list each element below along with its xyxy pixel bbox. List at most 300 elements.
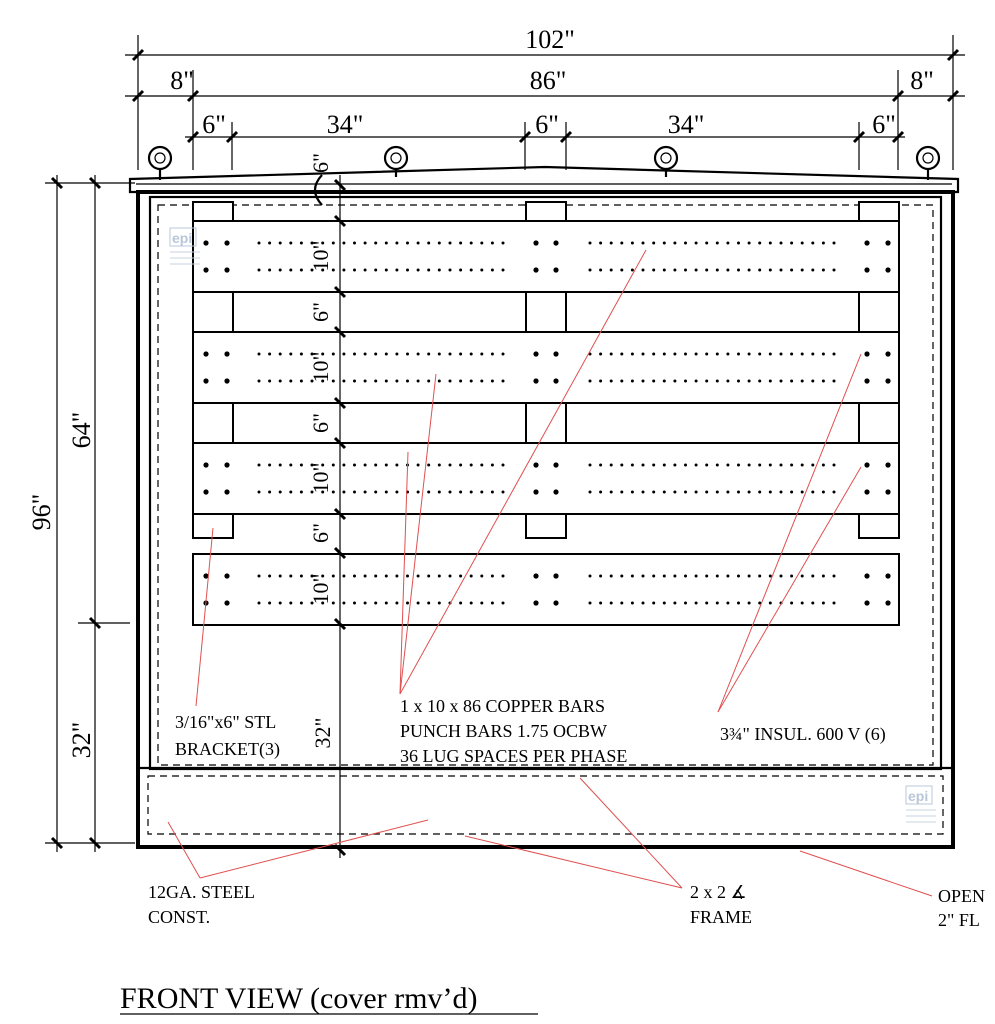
lug-hole (224, 267, 229, 272)
punch-hole (790, 464, 793, 467)
punch-hole (502, 269, 505, 272)
punch-hole (353, 269, 356, 272)
punch-hole (395, 575, 398, 578)
copper-bar-body (193, 443, 899, 514)
punch-hole (663, 575, 666, 578)
punch-hole (716, 464, 719, 467)
punch-hole (459, 380, 462, 383)
punch-hole (470, 242, 473, 245)
dim-bar-height: 10" (308, 240, 333, 272)
punch-hole (364, 464, 367, 467)
punch-hole (470, 269, 473, 272)
punch-hole (620, 242, 623, 245)
lug-hole (553, 351, 558, 356)
punch-hole (258, 269, 261, 272)
lug-hole (224, 600, 229, 605)
punch-hole (811, 242, 814, 245)
punch-hole (801, 491, 804, 494)
punch-hole (353, 380, 356, 383)
punch-hole (758, 464, 761, 467)
punch-hole (385, 575, 388, 578)
punch-hole (673, 380, 676, 383)
dim-right-offset: 8" (910, 66, 934, 95)
dim-bar-height: 10" (308, 351, 333, 383)
punch-hole (642, 575, 645, 578)
punch-hole (289, 353, 292, 356)
punch-hole (652, 353, 655, 356)
punch-hole (427, 353, 430, 356)
punch-hole (342, 242, 345, 245)
punch-hole (417, 575, 420, 578)
punch-hole (417, 242, 420, 245)
punch-hole (705, 269, 708, 272)
lug-hole (864, 600, 869, 605)
lug-hole (553, 240, 558, 245)
punch-hole (780, 380, 783, 383)
punch-hole (268, 242, 271, 245)
punch-hole (642, 353, 645, 356)
punch-hole (811, 380, 814, 383)
punch-hole (673, 602, 676, 605)
punch-hole (589, 575, 592, 578)
punch-hole (801, 242, 804, 245)
copper-bar-body (193, 554, 899, 625)
punch-hole (663, 602, 666, 605)
punch-hole (652, 380, 655, 383)
punch-hole (470, 602, 473, 605)
punch-hole (449, 353, 452, 356)
copper-bar-body (193, 221, 899, 292)
punch-hole (364, 491, 367, 494)
punch-hole (438, 464, 441, 467)
punch-hole (811, 491, 814, 494)
punch-hole (480, 380, 483, 383)
punch-hole (374, 380, 377, 383)
copper-bar (193, 554, 899, 625)
punch-hole (353, 242, 356, 245)
punch-hole (833, 464, 836, 467)
punch-hole (769, 380, 772, 383)
punch-hole (268, 353, 271, 356)
punch-hole (790, 491, 793, 494)
punch-hole (822, 491, 825, 494)
lug-hole (533, 240, 538, 245)
punch-hole (769, 575, 772, 578)
dim-span-right: 34" (667, 110, 705, 139)
punch-hole (279, 242, 282, 245)
punch-hole (353, 575, 356, 578)
punch-hole (695, 269, 698, 272)
punch-hole (480, 242, 483, 245)
punch-hole (268, 464, 271, 467)
punch-hole (652, 575, 655, 578)
punch-hole (364, 242, 367, 245)
lifting-eye-icon (917, 147, 939, 180)
dim-bar-gap: 6" (308, 413, 333, 433)
punch-hole (417, 464, 420, 467)
lug-hole (224, 378, 229, 383)
punch-hole (642, 464, 645, 467)
punch-hole (737, 353, 740, 356)
punch-hole (780, 491, 783, 494)
punch-hole (364, 380, 367, 383)
punch-hole (289, 491, 292, 494)
punch-hole (748, 242, 751, 245)
punch-hole (491, 269, 494, 272)
lug-hole (533, 267, 538, 272)
punch-hole (758, 242, 761, 245)
punch-hole (502, 464, 505, 467)
punch-hole (833, 380, 836, 383)
punch-hole (589, 491, 592, 494)
dim-bar-gap: 6" (308, 523, 333, 543)
punch-hole (801, 575, 804, 578)
drawing-title: FRONT VIEW (cover rmv’d) (120, 982, 478, 1015)
punch-hole (342, 602, 345, 605)
punch-hole (748, 491, 751, 494)
punch-hole (480, 575, 483, 578)
punch-hole (268, 602, 271, 605)
note-bracket: BRACKET(3) (175, 739, 280, 759)
note-frame: FRAME (690, 907, 753, 927)
dim-left-offset: 8" (170, 66, 194, 95)
dim-top-gap: 6" (308, 153, 333, 173)
punch-hole (801, 380, 804, 383)
punch-hole (833, 242, 836, 245)
punch-hole (705, 353, 708, 356)
note-steel-construction: 12GA. STEEL (148, 882, 255, 902)
punch-hole (748, 602, 751, 605)
punch-hole (395, 353, 398, 356)
punch-hole (726, 575, 729, 578)
punch-hole (385, 242, 388, 245)
punch-hole (663, 380, 666, 383)
lug-hole (885, 378, 890, 383)
punch-hole (406, 380, 409, 383)
lug-hole (553, 489, 558, 494)
punch-hole (342, 380, 345, 383)
lug-hole (885, 462, 890, 467)
punch-hole (459, 269, 462, 272)
lug-hole (885, 489, 890, 494)
epi-logo-bottom (906, 786, 936, 822)
punch-hole (695, 575, 698, 578)
punch-hole (780, 242, 783, 245)
punch-hole (491, 575, 494, 578)
punch-hole (684, 353, 687, 356)
punch-hole (811, 269, 814, 272)
punch-hole (385, 353, 388, 356)
punch-hole (502, 491, 505, 494)
punch-hole (459, 602, 462, 605)
punch-hole (502, 380, 505, 383)
punch-hole (459, 464, 462, 467)
punch-hole (726, 602, 729, 605)
punch-hole (705, 575, 708, 578)
punch-hole (705, 602, 708, 605)
top-dimensions (125, 25, 965, 170)
punch-hole (385, 269, 388, 272)
punch-hole (395, 491, 398, 494)
copper-bar-body (193, 332, 899, 403)
punch-hole (417, 269, 420, 272)
punch-hole (599, 602, 602, 605)
punch-hole (406, 269, 409, 272)
punch-hole (459, 242, 462, 245)
punch-hole (631, 602, 634, 605)
punch-hole (780, 464, 783, 467)
punch-hole (631, 269, 634, 272)
punch-hole (652, 602, 655, 605)
punch-hole (385, 602, 388, 605)
punch-hole (716, 575, 719, 578)
punch-hole (705, 380, 708, 383)
punch-hole (620, 380, 623, 383)
punch-hole (758, 353, 761, 356)
punch-hole (737, 464, 740, 467)
punch-hole (684, 491, 687, 494)
note-copper-bars: 36 LUG SPACES PER PHASE (400, 746, 628, 766)
punch-hole (599, 491, 602, 494)
punch-hole (491, 242, 494, 245)
punch-hole (279, 602, 282, 605)
punch-hole (406, 242, 409, 245)
punch-hole (673, 464, 676, 467)
punch-hole (417, 380, 420, 383)
punch-hole (631, 491, 634, 494)
punch-hole (758, 269, 761, 272)
punch-hole (470, 464, 473, 467)
punch-hole (780, 575, 783, 578)
punch-hole (374, 269, 377, 272)
punch-hole (417, 353, 420, 356)
punch-hole (769, 491, 772, 494)
punch-hole (610, 491, 613, 494)
punch-hole (342, 269, 345, 272)
punch-hole (427, 491, 430, 494)
punch-hole (822, 464, 825, 467)
punch-hole (353, 602, 356, 605)
dim-upper-height: 64" (67, 411, 96, 449)
punch-hole (652, 491, 655, 494)
punch-hole (833, 602, 836, 605)
punch-hole (684, 464, 687, 467)
punch-hole (673, 242, 676, 245)
punch-hole (438, 575, 441, 578)
punch-hole (395, 269, 398, 272)
punch-hole (631, 380, 634, 383)
punch-hole (491, 353, 494, 356)
annotations (148, 696, 985, 930)
punch-hole (459, 353, 462, 356)
punch-hole (459, 491, 462, 494)
lug-hole (224, 462, 229, 467)
punch-hole (769, 242, 772, 245)
punch-hole (811, 602, 814, 605)
lug-hole (533, 600, 538, 605)
lug-hole (864, 267, 869, 272)
punch-hole (705, 242, 708, 245)
punch-hole (342, 353, 345, 356)
punch-hole (364, 575, 367, 578)
punch-hole (491, 464, 494, 467)
lifting-eye-icon (149, 147, 171, 180)
punch-hole (663, 269, 666, 272)
punch-hole (406, 575, 409, 578)
dim-bar-height: 10" (308, 462, 333, 494)
punch-hole (279, 491, 282, 494)
note-bracket: 3/16"x6" STL (175, 712, 277, 732)
punch-hole (758, 491, 761, 494)
punch-hole (599, 242, 602, 245)
punch-hole (502, 602, 505, 605)
punch-hole (342, 575, 345, 578)
punch-hole (438, 602, 441, 605)
punch-hole (258, 242, 261, 245)
lug-hole (885, 573, 890, 578)
punch-hole (289, 269, 292, 272)
punch-hole (480, 353, 483, 356)
punch-hole (620, 353, 623, 356)
punch-hole (652, 242, 655, 245)
punch-hole (449, 242, 452, 245)
lug-hole (885, 600, 890, 605)
punch-hole (279, 575, 282, 578)
punch-hole (695, 242, 698, 245)
punch-hole (790, 602, 793, 605)
punch-hole (289, 380, 292, 383)
punch-hole (769, 269, 772, 272)
punch-hole (801, 353, 804, 356)
punch-hole (417, 602, 420, 605)
punch-hole (811, 353, 814, 356)
copper-bar (193, 332, 899, 403)
lug-hole (533, 351, 538, 356)
dim-bracket-center: 6" (535, 110, 559, 139)
lug-hole (203, 267, 208, 272)
dim-lower-height: 32" (67, 721, 96, 759)
punch-hole (279, 269, 282, 272)
punch-hole (684, 269, 687, 272)
punch-hole (716, 353, 719, 356)
punch-hole (642, 491, 645, 494)
punch-hole (748, 464, 751, 467)
punch-hole (449, 380, 452, 383)
punch-hole (395, 602, 398, 605)
punch-hole (716, 602, 719, 605)
note-steel-construction: CONST. (148, 907, 211, 927)
punch-hole (737, 575, 740, 578)
punch-hole (716, 269, 719, 272)
punch-hole (279, 380, 282, 383)
punch-hole (673, 269, 676, 272)
punch-hole (258, 464, 261, 467)
punch-hole (289, 602, 292, 605)
punch-hole (620, 575, 623, 578)
dim-inner-width: 86" (529, 66, 567, 95)
punch-hole (353, 464, 356, 467)
punch-hole (258, 353, 261, 356)
punch-hole (726, 353, 729, 356)
punch-hole (289, 575, 292, 578)
punch-hole (395, 380, 398, 383)
punch-hole (438, 491, 441, 494)
punch-hole (438, 269, 441, 272)
punch-hole (599, 380, 602, 383)
punch-hole (780, 353, 783, 356)
punch-hole (801, 269, 804, 272)
punch-hole (502, 575, 505, 578)
punch-hole (385, 464, 388, 467)
punch-hole (480, 464, 483, 467)
punch-hole (395, 242, 398, 245)
punch-hole (599, 575, 602, 578)
punch-hole (599, 269, 602, 272)
punch-hole (427, 269, 430, 272)
punch-hole (364, 602, 367, 605)
lug-hole (533, 378, 538, 383)
punch-hole (449, 464, 452, 467)
punch-hole (374, 491, 377, 494)
punch-hole (620, 491, 623, 494)
punch-hole (811, 575, 814, 578)
punch-hole (268, 491, 271, 494)
punch-hole (801, 602, 804, 605)
punch-hole (673, 353, 676, 356)
punch-hole (716, 491, 719, 494)
punch-hole (695, 491, 698, 494)
punch-hole (470, 491, 473, 494)
lug-hole (224, 351, 229, 356)
punch-hole (279, 464, 282, 467)
punch-hole (374, 242, 377, 245)
punch-hole (663, 464, 666, 467)
dim-bracket-left: 6" (202, 110, 226, 139)
lug-hole (864, 351, 869, 356)
punch-hole (385, 491, 388, 494)
punch-hole (833, 269, 836, 272)
punch-hole (480, 491, 483, 494)
lug-hole (224, 240, 229, 245)
punch-hole (610, 602, 613, 605)
punch-hole (663, 491, 666, 494)
punch-hole (790, 242, 793, 245)
punch-hole (663, 353, 666, 356)
punch-hole (353, 491, 356, 494)
lug-hole (864, 489, 869, 494)
punch-hole (737, 242, 740, 245)
punch-hole (684, 380, 687, 383)
punch-hole (502, 242, 505, 245)
enclosure-roof (130, 167, 958, 192)
dim-bottom-clearance: 32" (310, 717, 335, 749)
punch-hole (589, 602, 592, 605)
punch-hole (695, 464, 698, 467)
dim-overall-height: 96" (27, 493, 56, 531)
punch-hole (610, 380, 613, 383)
punch-hole (716, 242, 719, 245)
punch-hole (695, 602, 698, 605)
punch-hole (769, 602, 772, 605)
punch-hole (374, 464, 377, 467)
lug-hole (533, 489, 538, 494)
punch-hole (599, 464, 602, 467)
punch-hole (726, 491, 729, 494)
dim-span-left: 34" (326, 110, 364, 139)
lug-hole (203, 462, 208, 467)
punch-hole (620, 269, 623, 272)
punch-hole (374, 602, 377, 605)
